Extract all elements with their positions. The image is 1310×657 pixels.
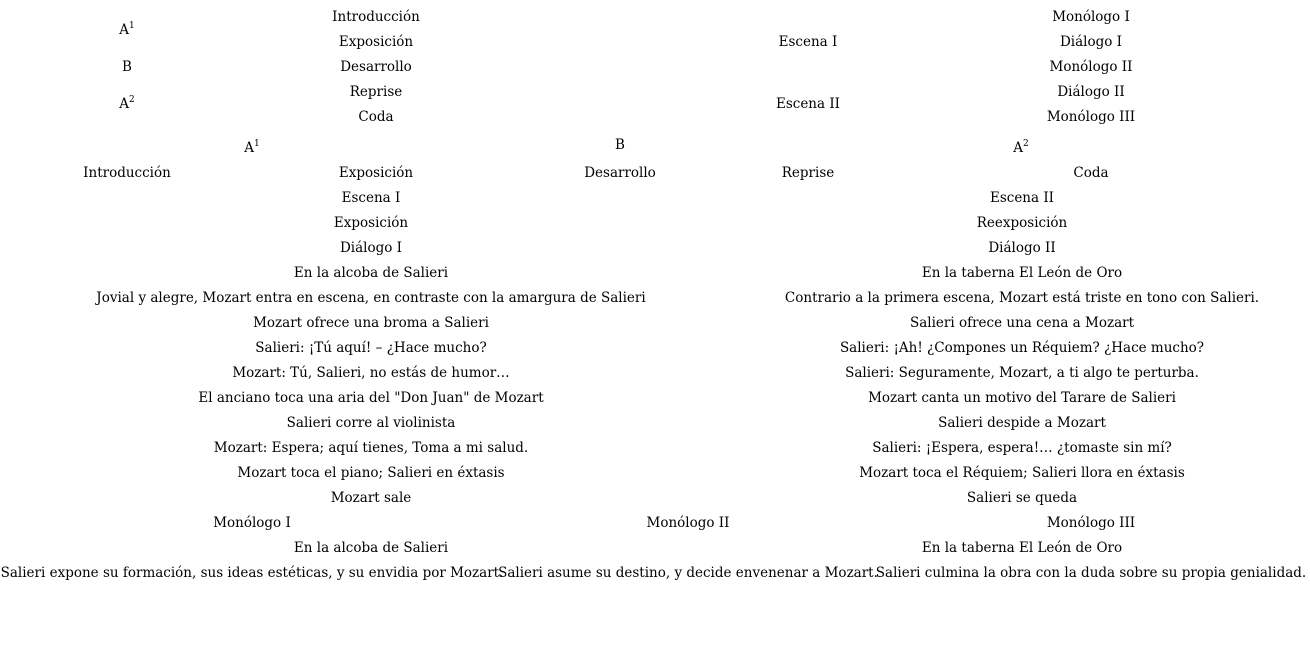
scene1-event: Salieri corre al violinista — [286, 415, 456, 431]
scene1-event: Mozart: Espera; aquí tienes, Toma a mi salud. — [213, 440, 529, 456]
scene1-place: En la alcoba de Salieri — [293, 265, 449, 281]
t2-section-a2: $A^2$ — [1013, 139, 1029, 156]
t1-sub-monologo-1: Monólogo I — [1052, 9, 1130, 25]
t1-sub-dialogo-2: Diálogo II — [1057, 84, 1125, 100]
monologue-1-description: Salieri expone su formación, sus ideas estéticas, y su envidia por Mozart. — [0, 565, 504, 581]
scene2-event: Contrario a la primera escena, Mozart está triste en tono con Salieri. — [784, 290, 1260, 306]
t2-part-reprise: Reprise — [781, 165, 835, 181]
scene1-title: Escena I — [341, 190, 401, 206]
scene2-event: Salieri: Seguramente, Mozart, a ti algo te perturba. — [845, 365, 1199, 381]
scene2-type: Diálogo II — [988, 240, 1056, 256]
monologue-place-taberna: En la taberna El León de Oro — [921, 540, 1123, 556]
t1-section-a2: $A^2$ — [119, 95, 135, 112]
scene1-event: Mozart toca el piano; Salieri en éxtasis — [237, 465, 505, 481]
scene2-place: En la taberna El León de Oro — [921, 265, 1123, 281]
monologue-place-alcoba: En la alcoba de Salieri — [293, 540, 449, 556]
t2-section-b: B — [615, 137, 625, 153]
scene2-event: Salieri despide a Mozart — [938, 415, 1106, 431]
scene2-event: Salieri: ¡Ah! ¿Compones un Réquiem? ¿Hace mucho? — [839, 340, 1205, 356]
scene1-event: El anciano toca una aria del "Don Juan" de Mozart — [198, 390, 544, 406]
scene1-event: Mozart sale — [330, 490, 412, 506]
monologue-1-title: Monólogo I — [213, 515, 291, 531]
scene1-event: Mozart ofrece una broma a Salieri — [253, 315, 489, 331]
scene1-event: Salieri: ¡Tú aquí! – ¿Hace mucho? — [255, 340, 487, 356]
t1-part-desarrollo: Desarrollo — [340, 59, 412, 75]
t1-part-reprise: Reprise — [349, 84, 403, 100]
monologue-3-description: Salieri culmina la obra con la duda sobre su propia genialidad. — [875, 565, 1307, 581]
t2-part-desarrollo: Desarrollo — [584, 165, 656, 181]
scene1-type: Diálogo I — [339, 240, 403, 256]
monologue-3-title: Monólogo III — [1046, 515, 1136, 531]
scene1-event: Mozart: Tú, Salieri, no estás de humor… — [232, 365, 510, 381]
scene2-title: Escena II — [989, 190, 1055, 206]
t2-part-introduccion: Introducción — [83, 165, 171, 181]
t2-section-a1: $A^1$ — [244, 139, 260, 156]
t1-sub-dialogo-1: Diálogo I — [1059, 34, 1123, 50]
t1-section-b: B — [122, 59, 132, 75]
t2-part-coda: Coda — [1073, 165, 1109, 181]
scene1-event: Jovial y alegre, Mozart entra en escena, en contraste con la amargura de Salieri — [96, 290, 646, 306]
t1-sub-monologo-2: Monólogo II — [1049, 59, 1133, 75]
t1-scene-1: Escena I — [778, 34, 838, 50]
monologue-2-description: Salieri asume su destino, y decide envenenar a Mozart. — [498, 565, 878, 581]
scene2-event: Salieri ofrece una cena a Mozart — [909, 315, 1135, 331]
t1-scene-2: Escena II — [775, 96, 841, 112]
t1-part-introduccion: Introducción — [332, 9, 420, 25]
t1-section-a1: $A^1$ — [119, 21, 135, 38]
t1-part-exposicion: Exposición — [338, 34, 414, 50]
monologue-2-title: Monólogo II — [646, 515, 730, 531]
scene2-form: Reexposición — [976, 215, 1068, 231]
t1-part-coda: Coda — [358, 109, 394, 125]
t1-sub-monologo-3: Monólogo III — [1046, 109, 1136, 125]
scene2-event: Salieri: ¡Espera, espera!… ¿tomaste sin mí? — [872, 440, 1172, 456]
scene2-event: Mozart canta un motivo del Tarare de Salieri — [868, 390, 1176, 406]
scene1-form: Exposición — [333, 215, 409, 231]
scene2-event: Salieri se queda — [966, 490, 1078, 506]
scene2-event: Mozart toca el Réquiem; Salieri llora en éxtasis — [859, 465, 1185, 481]
t2-part-exposicion: Exposición — [338, 165, 414, 181]
